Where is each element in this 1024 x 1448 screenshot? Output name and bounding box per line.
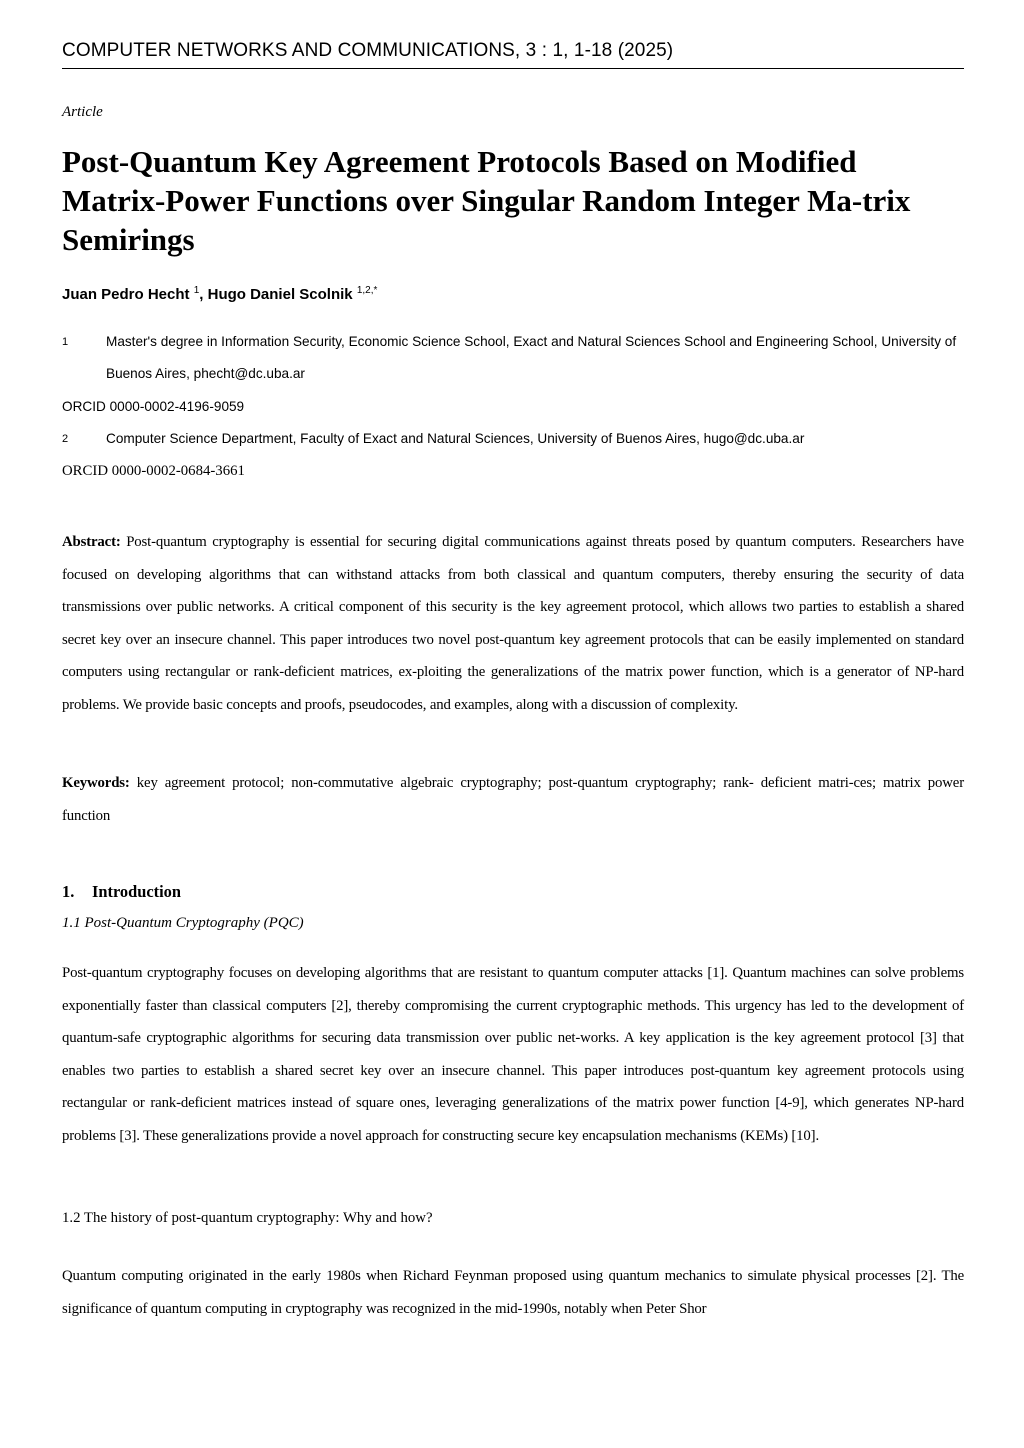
abstract-label: Abstract: <box>62 534 121 550</box>
affiliation-text: Computer Science Department, Faculty of Exact and Natural Sciences, University of Buenos Aires, hugo@dc.uba.ar <box>106 431 805 446</box>
affiliation-number: 1 <box>62 336 69 348</box>
author-affiliation-mark: 1 <box>193 285 200 296</box>
section-title: Introduction <box>92 882 181 901</box>
affiliation-text: Master's degree in Information Security, Economic Science School, Exact and Natural Sciences School and Engineering School, University of Buenos Aires, phecht@dc.uba.ar <box>106 334 957 381</box>
author-name: Hugo Daniel Scolnik <box>207 286 353 303</box>
author-name: Juan Pedro Hecht <box>62 286 190 303</box>
section-number: 1. <box>62 882 75 901</box>
keywords-label: Keywords: <box>62 775 130 791</box>
history-paragraph: Quantum computing originated in the early 1980s when Richard Feynman proposed using quantum mechanics to simulate physical processes [2]. The significance of quantum computing in cryptography was recognized in the mid-1990s, notably when Peter Shor <box>62 1268 964 1317</box>
pqc-paragraph: Post-quantum cryptography focuses on developing algorithms that are resistant to quantum computer attacks [1]. Quantum machines can solve problems exponentially faster than classical computers [2], thereby compromising the current cryptographic methods. This urgency has led to the development of quantum-safe cryptographic algorithms for securing data transmission over public net-works. A key application is the key agreement protocol [3] that enables two parties to establish a shared secret key over an insecure channel. This paper introduces post-quantum key agreement protocols using rectangular or rank-deficient matrices instead of square ones, leveraging generalizations of the matrix power function [4-9], which generates NP-hard problems [3]. These generalizations provide a novel approach for constructing secure key encapsulation mechanisms (KEMs) [10]. <box>62 965 964 1144</box>
orcid-2: ORCID 0000-0002-0684-3661 <box>62 463 245 479</box>
abstract-text: Post-quantum cryptography is essential for securing digital communications against threats posed by quantum computers. Researchers have focused on developing algorithms that can withstand attacks from both classical and quantum computers, thereby ensuring the security of data transmissions over public networks. A critical component of this security is the key agreement protocol, which allows two parties to establish a shared secret key over an insecure channel. This paper introduces two novel post-quantum key agreement protocols that can be easily implemented on standard computers using rectangular or rank-deficient matrices, ex-ploiting the generalizations of the matrix power function, which is a generator of NP-hard problems. We provide basic concepts and proofs, pseudocodes, and examples, along with a discussion of complexity. <box>62 534 964 713</box>
abstract <box>62 526 964 721</box>
orcid-1: ORCID 0000-0002-4196-9059 <box>62 399 245 414</box>
article-type: Article <box>62 104 103 120</box>
keywords <box>62 767 964 832</box>
author-list: Juan Pedro Hecht $^1$, Hugo Daniel Scolnik $^{1,2,*}$ <box>62 285 378 303</box>
running-head: COMPUTER NETWORKS AND COMMUNICATIONS, 3 : 1, 1-18 (2025) <box>62 40 674 61</box>
section-heading-introduction <box>62 882 181 902</box>
paper-title: Post-Quantum Key Agreement Protocols Based on Modified Matrix-Power Functions over Singular Random Integer Ma-trix Semirings <box>62 144 911 257</box>
subsection-heading-pqc: 1.1 Post-Quantum Cryptography (PQC) <box>62 915 304 931</box>
header-rule <box>62 68 964 69</box>
affiliation-number: 2 <box>62 433 69 445</box>
keywords-text: key agreement protocol; non-commutative algebraic cryptography; post-quantum cryptography; rank- deficient matri-ces; matrix power function <box>62 775 964 824</box>
subsection-heading-history: 1.2 The history of post-quantum cryptography: Why and how? <box>62 1210 433 1226</box>
author-affiliation-mark: 1,2,* <box>356 285 378 296</box>
